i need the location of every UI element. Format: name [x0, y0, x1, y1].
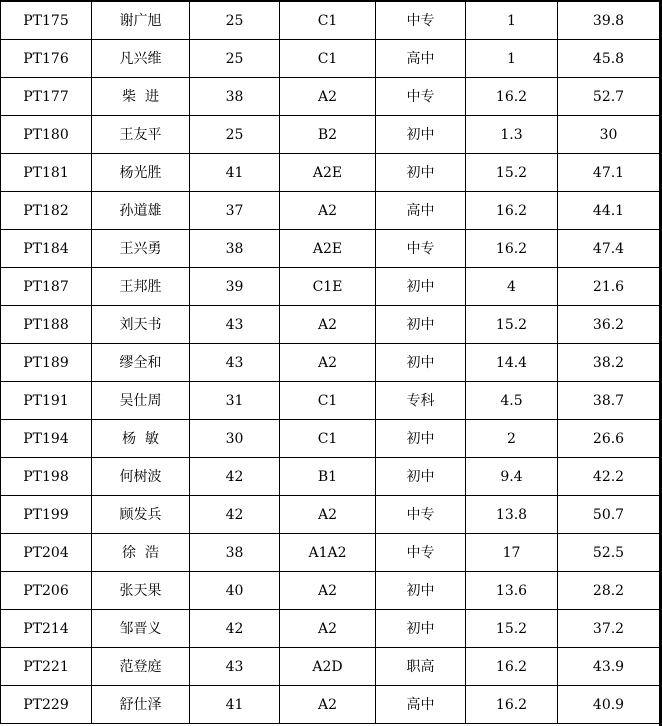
cell-license[interactable]: A2: [280, 686, 376, 724]
cell-education[interactable]: 初中: [376, 306, 466, 344]
cell-license[interactable]: B2: [280, 116, 376, 154]
cell-license[interactable]: A2: [280, 344, 376, 382]
cell-education[interactable]: 初中: [376, 458, 466, 496]
table-row: [1, 420, 660, 458]
cell-years[interactable]: 15.2: [466, 306, 558, 344]
cell-age[interactable]: 42: [190, 610, 280, 648]
cell-score[interactable]: 43.9: [558, 648, 660, 686]
cell-score[interactable]: 42.2: [558, 458, 660, 496]
cell-name[interactable]: 邹晋义: [92, 610, 190, 648]
cell-score[interactable]: 40.9: [558, 686, 660, 724]
table-row: [1, 572, 660, 610]
cell-years[interactable]: 4: [466, 268, 558, 306]
cell-name[interactable]: 柴 进: [92, 78, 190, 116]
cell-name[interactable]: 张天果: [92, 572, 190, 610]
cell-id[interactable]: PT177: [1, 78, 92, 116]
table-row: [1, 458, 660, 496]
cell-id[interactable]: PT198: [1, 458, 92, 496]
cell-age[interactable]: 30: [190, 420, 280, 458]
cell-score[interactable]: 38.7: [558, 382, 660, 420]
cell-id[interactable]: PT214: [1, 610, 92, 648]
cell-id[interactable]: PT180: [1, 116, 92, 154]
cell-years[interactable]: 2: [466, 420, 558, 458]
cell-age[interactable]: 43: [190, 344, 280, 382]
cell-license[interactable]: C1: [280, 420, 376, 458]
cell-age[interactable]: 38: [190, 230, 280, 268]
cell-license[interactable]: C1: [280, 382, 376, 420]
cell-years[interactable]: 16.2: [466, 78, 558, 116]
cell-license[interactable]: B1: [280, 458, 376, 496]
cell-license[interactable]: C1E: [280, 268, 376, 306]
cell-age[interactable]: 43: [190, 648, 280, 686]
cell-education[interactable]: 中专: [376, 1, 466, 40]
cell-id[interactable]: PT181: [1, 154, 92, 192]
cell-years[interactable]: 15.2: [466, 154, 558, 192]
cell-years[interactable]: 15.2: [466, 610, 558, 648]
cell-id[interactable]: PT206: [1, 572, 92, 610]
cell-name[interactable]: 徐 浩: [92, 534, 190, 572]
cell-years[interactable]: 9.4: [466, 458, 558, 496]
cell-education[interactable]: 初中: [376, 154, 466, 192]
cell-license[interactable]: A2: [280, 192, 376, 230]
cell-education[interactable]: 高中: [376, 192, 466, 230]
cell-age[interactable]: 41: [190, 154, 280, 192]
cell-name[interactable]: 王邦胜: [92, 268, 190, 306]
cell-education[interactable]: 初中: [376, 268, 466, 306]
cell-education[interactable]: 专科: [376, 382, 466, 420]
table-row: [1, 648, 660, 686]
cell-id[interactable]: PT221: [1, 648, 92, 686]
cell-id[interactable]: PT194: [1, 420, 92, 458]
cell-age[interactable]: 40: [190, 572, 280, 610]
cell-name[interactable]: 吴仕周: [92, 382, 190, 420]
table-row: [1, 686, 660, 724]
cell-education[interactable]: 高中: [376, 686, 466, 724]
table-row: [1, 192, 660, 230]
cell-score[interactable]: 52.7: [558, 78, 660, 116]
cell-name[interactable]: 凡兴维: [92, 40, 190, 78]
cell-score[interactable]: 37.2: [558, 610, 660, 648]
cell-license[interactable]: A2: [280, 496, 376, 534]
cell-id[interactable]: PT176: [1, 40, 92, 78]
cell-years[interactable]: 16.2: [466, 192, 558, 230]
cell-years[interactable]: 13.6: [466, 572, 558, 610]
cell-id[interactable]: PT199: [1, 496, 92, 534]
table-row: [1, 382, 660, 420]
cell-age[interactable]: 25: [190, 1, 280, 40]
cell-name[interactable]: 杨 敏: [92, 420, 190, 458]
cell-license[interactable]: A2: [280, 306, 376, 344]
cell-id[interactable]: PT184: [1, 230, 92, 268]
cell-name[interactable]: 王兴勇: [92, 230, 190, 268]
cell-id[interactable]: PT191: [1, 382, 92, 420]
cell-name[interactable]: 舒仕泽: [92, 686, 190, 724]
cell-name[interactable]: 杨光胜: [92, 154, 190, 192]
cell-age[interactable]: 39: [190, 268, 280, 306]
cell-license[interactable]: A2D: [280, 648, 376, 686]
cell-age[interactable]: 42: [190, 458, 280, 496]
cell-id[interactable]: PT189: [1, 344, 92, 382]
cell-years[interactable]: 16.2: [466, 648, 558, 686]
cell-id[interactable]: PT187: [1, 268, 92, 306]
cell-age[interactable]: 43: [190, 306, 280, 344]
cell-name[interactable]: 刘天书: [92, 306, 190, 344]
cell-age[interactable]: 25: [190, 116, 280, 154]
cell-age[interactable]: 38: [190, 534, 280, 572]
cell-education[interactable]: 高中: [376, 40, 466, 78]
cell-education[interactable]: 中专: [376, 78, 466, 116]
cell-score[interactable]: 39.8: [558, 1, 660, 40]
cell-id[interactable]: PT204: [1, 534, 92, 572]
cell-id[interactable]: PT188: [1, 306, 92, 344]
cell-score[interactable]: 47.4: [558, 230, 660, 268]
cell-license[interactable]: C1: [280, 40, 376, 78]
cell-years[interactable]: 1.3: [466, 116, 558, 154]
table-row: [1, 230, 660, 268]
cell-score[interactable]: 44.1: [558, 192, 660, 230]
cell-education[interactable]: 初中: [376, 610, 466, 648]
cell-name[interactable]: 何树波: [92, 458, 190, 496]
cell-years[interactable]: 17: [466, 534, 558, 572]
table-row: [1, 344, 660, 382]
cell-license[interactable]: A2: [280, 78, 376, 116]
cell-license[interactable]: A2: [280, 610, 376, 648]
cell-education[interactable]: 初中: [376, 572, 466, 610]
cell-education[interactable]: 初中: [376, 420, 466, 458]
cell-years[interactable]: 16.2: [466, 230, 558, 268]
cell-id[interactable]: PT229: [1, 686, 92, 724]
cell-score[interactable]: 30: [558, 116, 660, 154]
cell-score[interactable]: 45.8: [558, 40, 660, 78]
cell-license[interactable]: A1A2: [280, 534, 376, 572]
cell-name[interactable]: 范登庭: [92, 648, 190, 686]
table-row: [1, 534, 660, 572]
table-body: [1, 1, 660, 724]
cell-score[interactable]: 38.2: [558, 344, 660, 382]
cell-age[interactable]: 38: [190, 78, 280, 116]
table-row: [1, 40, 660, 78]
cell-score[interactable]: 26.6: [558, 420, 660, 458]
cell-id[interactable]: PT175: [1, 1, 92, 40]
cell-education[interactable]: 中专: [376, 496, 466, 534]
cell-age[interactable]: 41: [190, 686, 280, 724]
cell-education[interactable]: 初中: [376, 116, 466, 154]
cell-education[interactable]: 职高: [376, 648, 466, 686]
cell-score[interactable]: 28.2: [558, 572, 660, 610]
cell-education[interactable]: 中专: [376, 534, 466, 572]
cell-education[interactable]: 中专: [376, 230, 466, 268]
cell-name[interactable]: 缪全和: [92, 344, 190, 382]
table-row: [1, 154, 660, 192]
cell-years[interactable]: 4.5: [466, 382, 558, 420]
cell-license[interactable]: A2E: [280, 154, 376, 192]
cell-name[interactable]: 顾发兵: [92, 496, 190, 534]
cell-age[interactable]: 25: [190, 40, 280, 78]
cell-license[interactable]: A2: [280, 572, 376, 610]
cell-name[interactable]: 孙道雄: [92, 192, 190, 230]
table-row: [1, 78, 660, 116]
cell-name[interactable]: 谢广旭: [92, 1, 190, 40]
cell-score[interactable]: 47.1: [558, 154, 660, 192]
cell-years[interactable]: 14.4: [466, 344, 558, 382]
cell-score[interactable]: 50.7: [558, 496, 660, 534]
table-row: [1, 306, 660, 344]
cell-score[interactable]: 21.6: [558, 268, 660, 306]
cell-score[interactable]: 36.2: [558, 306, 660, 344]
cell-years[interactable]: 1: [466, 1, 558, 40]
cell-score[interactable]: 52.5: [558, 534, 660, 572]
table-row: [1, 496, 660, 534]
cell-years[interactable]: 16.2: [466, 686, 558, 724]
cell-license[interactable]: C1: [280, 1, 376, 40]
cell-age[interactable]: 37: [190, 192, 280, 230]
table-row: [1, 116, 660, 154]
cell-years[interactable]: 1: [466, 40, 558, 78]
cell-education[interactable]: 初中: [376, 344, 466, 382]
cell-name[interactable]: 王友平: [92, 116, 190, 154]
table-row: [1, 268, 660, 306]
table-row: [1, 1, 660, 40]
cell-id[interactable]: PT182: [1, 192, 92, 230]
cell-age[interactable]: 31: [190, 382, 280, 420]
cell-age[interactable]: 42: [190, 496, 280, 534]
table-row: [1, 610, 660, 648]
cell-years[interactable]: 13.8: [466, 496, 558, 534]
cell-license[interactable]: A2E: [280, 230, 376, 268]
